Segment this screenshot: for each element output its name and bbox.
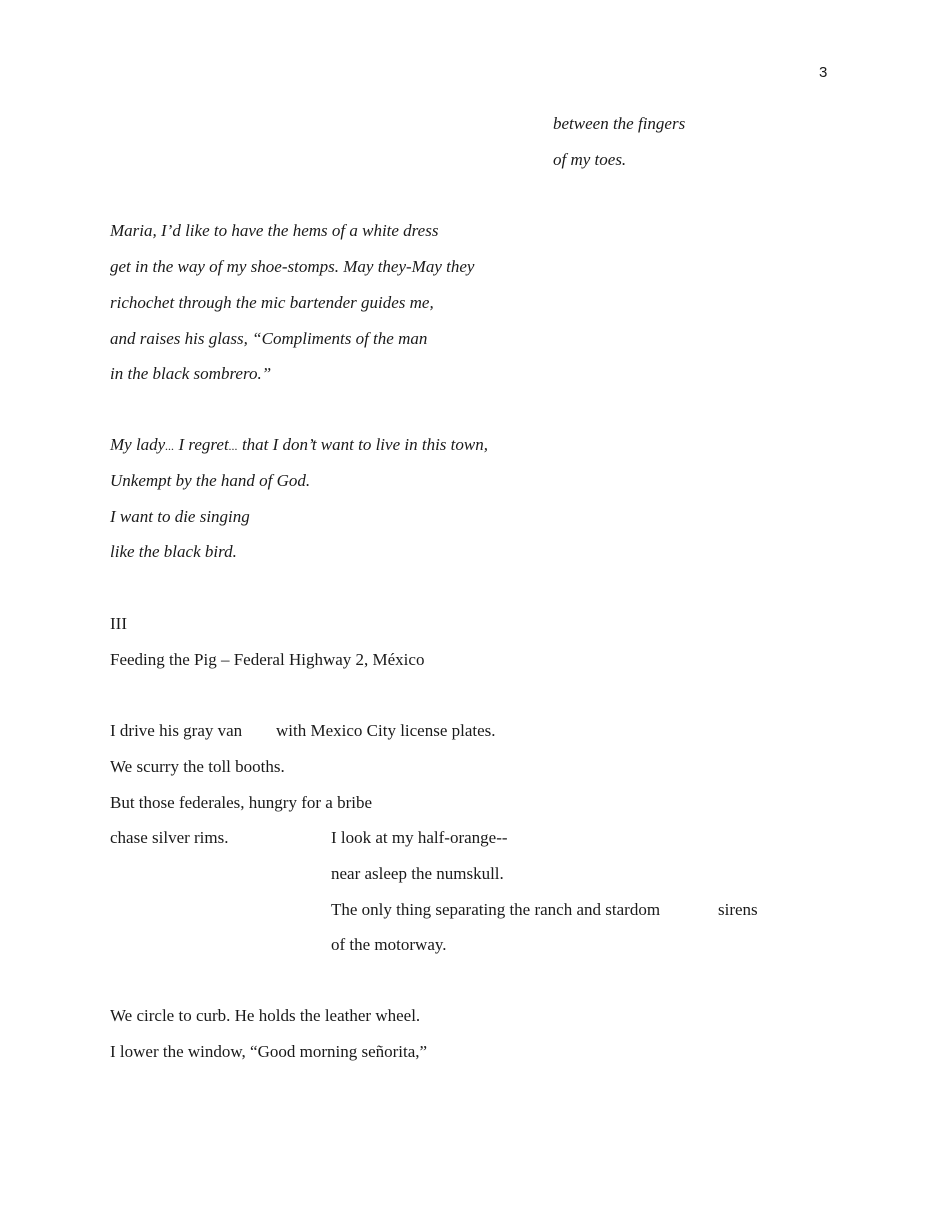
poem-line: We scurry the toll booths.: [110, 757, 285, 776]
poem-line-part: I look at my half-orange--: [331, 828, 508, 847]
poem-line-part: sirens: [718, 900, 758, 919]
poem-line: and raises his glass, “Compliments of the man: [110, 329, 428, 348]
section-numeral: III: [110, 614, 127, 633]
poem-line: in the black sombrero.”: [110, 364, 272, 383]
poem-line: like the black bird.: [110, 542, 237, 561]
poem-line: We circle to curb. He holds the leather wheel.: [110, 1006, 421, 1025]
poem-line: Maria, I’d like to have the hems of a white dress: [110, 221, 439, 240]
poem-line: I want to die singing: [110, 507, 250, 526]
poem-line: get in the way of my shoe-stomps. May they-May they: [110, 257, 475, 276]
poem-line: between the fingers: [553, 114, 686, 133]
poem-line: of the motorway.: [331, 935, 447, 954]
poem-line: [110, 435, 488, 456]
poem-line: near asleep the numskull.: [331, 864, 504, 883]
poem-line: richochet through the mic bartender guides me,: [110, 293, 434, 312]
line-fragment: I regret: [174, 435, 229, 454]
ellipsis: ...: [165, 439, 175, 453]
line-fragment: that I don’t want to live in this town,: [237, 435, 488, 454]
section-title: Feeding the Pig – Federal Highway 2, México: [110, 650, 425, 669]
poem-line-part: chase silver rims.: [110, 828, 229, 847]
poem-line: Unkempt by the hand of God.: [110, 471, 311, 490]
poem-line: But those federales, hungry for a bribe: [110, 793, 372, 812]
poem-line-part: with Mexico City license plates.: [276, 721, 496, 740]
line-fragment: My lady: [110, 435, 166, 454]
poem-line-part: The only thing separating the ranch and stardom: [331, 900, 661, 919]
poem-line-part: I drive his gray van: [110, 721, 243, 740]
page-number: 3: [819, 64, 828, 81]
poem-line: I lower the window, “Good morning señorita,”: [110, 1042, 428, 1061]
ellipsis: ...: [228, 439, 238, 453]
poem-line: of my toes.: [553, 150, 627, 169]
